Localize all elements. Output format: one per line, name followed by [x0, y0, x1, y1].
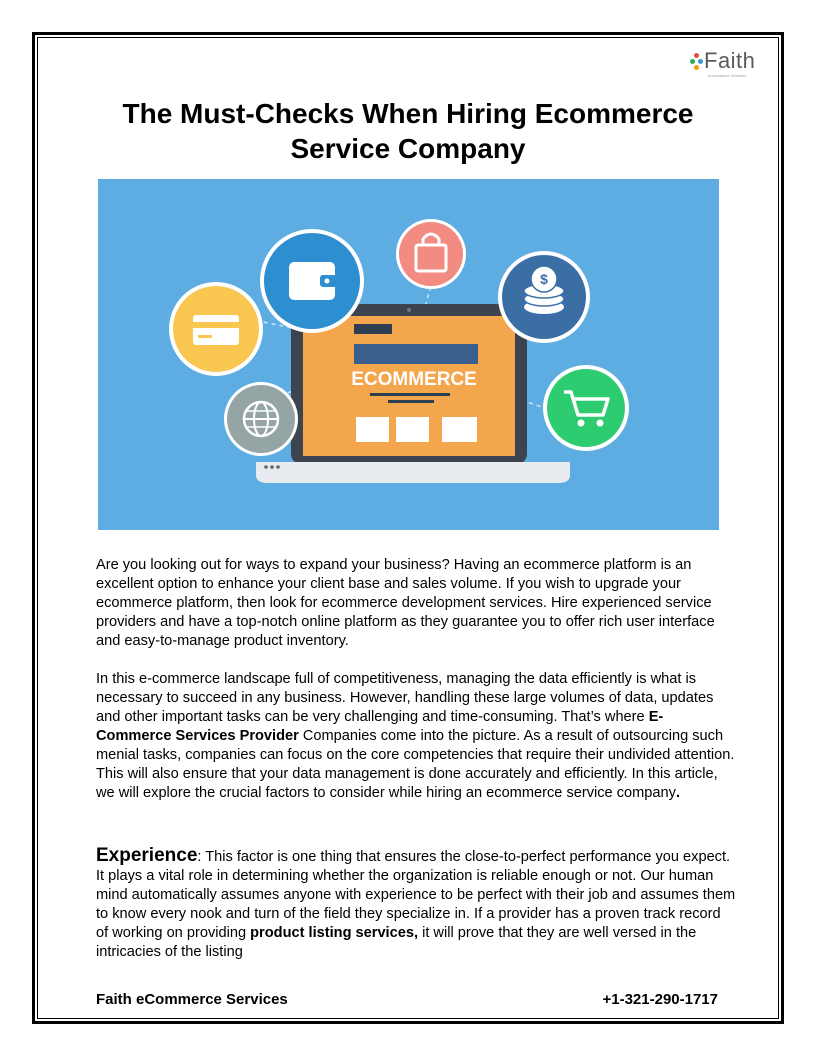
experience-text-2: it will prove that they are well versed in the intricacies of the listing — [96, 925, 697, 960]
product-listing-services-bold: product listing services, — [250, 925, 419, 941]
credit-card-icon — [169, 282, 263, 376]
ecommerce-services-provider-bold: E-Commerce Services Provider — [96, 709, 664, 744]
globe-icon — [224, 382, 298, 456]
coins-icon — [498, 251, 590, 343]
hero-screen-label: ECOMMERCE — [351, 369, 477, 390]
logo-subtext: eCommerce Services — [708, 73, 747, 78]
shopping-cart-icon — [543, 365, 629, 451]
laptop-base — [256, 462, 570, 483]
shopping-bag-icon — [396, 219, 466, 289]
experience-text-1: : This factor is one thing that ensures the close-to-perfect performance you expect. It plays a vital role in determining whether the organization is reliable enough or not. Our human mind automatically assumes anyone with experience to be perfect with their job and assumes them to know every nook and turn of the field they specialize in. If a provider has a proven track record of working on providing — [96, 849, 736, 941]
svg-text:$: $ — [540, 271, 548, 287]
logo-text: Faith — [704, 48, 756, 73]
logo-dots-icon — [690, 53, 704, 73]
overview-text-2: Companies come into the picture. As a result of outsourcing such menial tasks, companies can focus on the core competencies that require their undivided attention. This will also ensure that your data management is done accurately and efficiently. In this article, we will explore the crucial factors to consider while hiring an ecommerce service company — [96, 728, 735, 801]
experience-paragraph — [96, 846, 736, 962]
overview-paragraph — [96, 670, 736, 803]
footer-phone: +1-321-290-1717 — [602, 991, 718, 1008]
experience-heading: Experience — [96, 845, 198, 866]
ecommerce-hero-image — [98, 179, 719, 530]
wallet-icon — [260, 229, 364, 333]
intro-paragraph: Are you looking out for ways to expand your business? Having an ecommerce platform is an excellent option to enhance your client base and sales volume. If you wish to upgrade your ecommerce platform, then look for ecommerce development services. Hire experienced service providers and have a top-notch online platform as they guarantee you to offer rich user interface and easy-to-manage product inventory. — [96, 557, 715, 649]
footer-company: Faith eCommerce Services — [96, 991, 288, 1008]
page-title: The Must-Checks When Hiring Ecommerce Service Company — [122, 98, 694, 164]
overview-text-1: In this e-commerce landscape full of competitiveness, managing the data efficiently is what is necessary to succeed in any business. However, handling these large volumes of data, updates and other important tasks can be very challenging and time-consuming. That’s where — [96, 671, 714, 725]
faith-logo — [690, 48, 756, 78]
overview-end-period: . — [675, 785, 681, 801]
